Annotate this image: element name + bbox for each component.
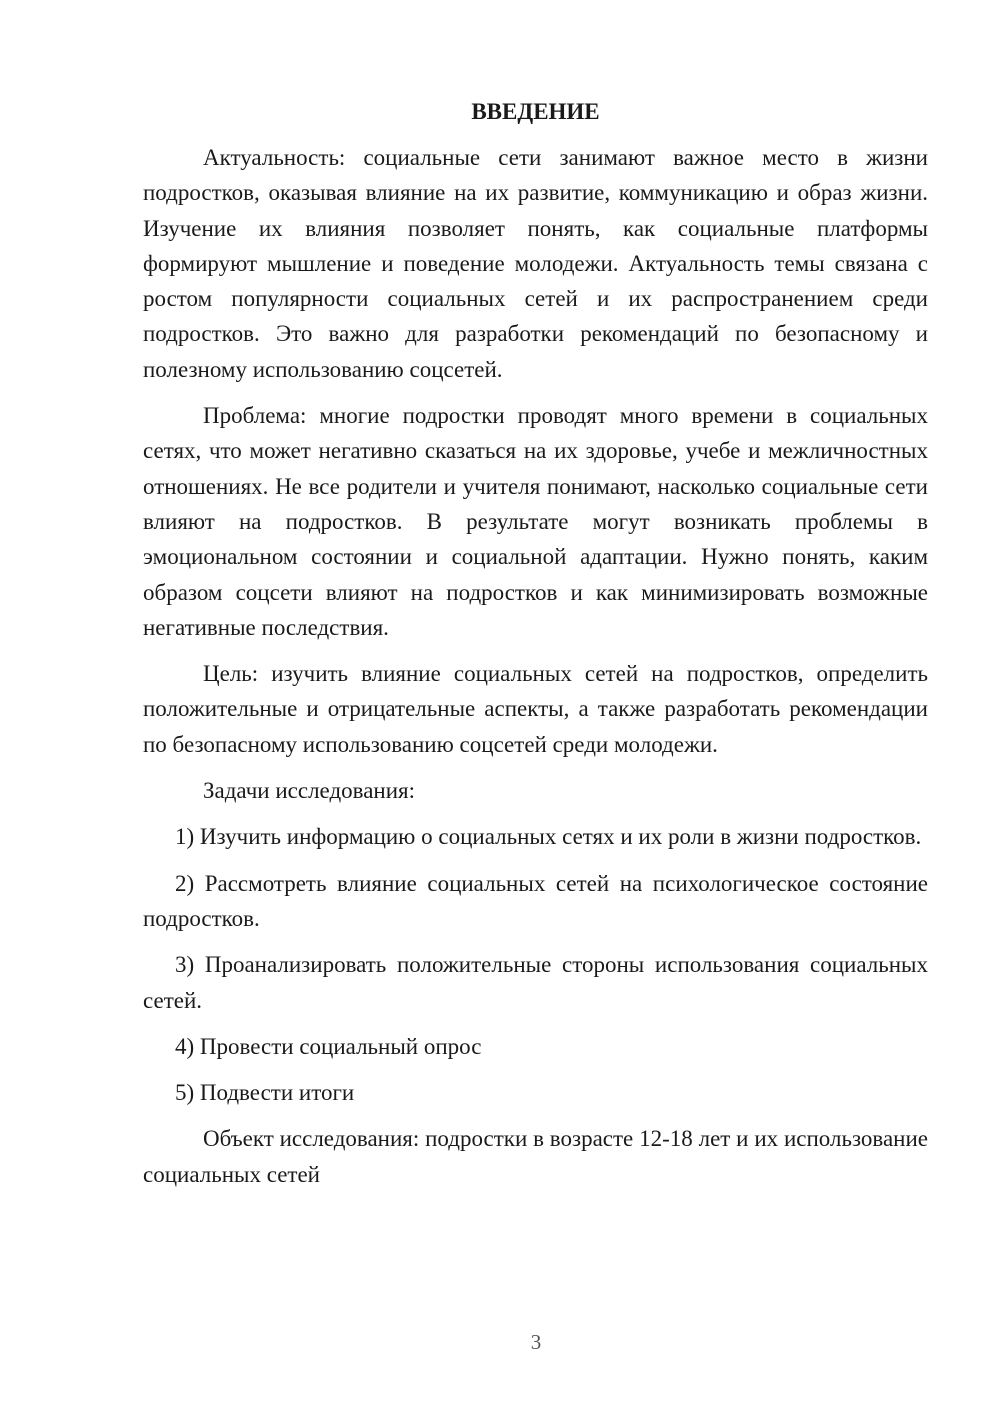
task-item-2: 2) Рассмотреть влияние социальных сетей на психологическое состояние подростков.: [143, 870, 928, 931]
tasks-heading: Задачи исследования:: [203, 778, 416, 804]
task-item-4: 4) Провести социальный опрос: [175, 1033, 482, 1059]
document-body: [143, 94, 928, 1203]
task-item-5: 5) Подвести итоги: [175, 1080, 355, 1106]
object-paragraph: Объект исследования: подростки в возрасте 12-18 лет и их использование социальных сетей: [143, 1126, 928, 1187]
task-item-1: 1) Изучить информацию о социальных сетях и их роли в жизни подростков.: [175, 824, 922, 850]
task-item-3: 3) Проанализировать положительные стороны использования социальных сетей.: [143, 952, 928, 1013]
page-number: 3: [530, 1330, 542, 1354]
problem-paragraph: Проблема: многие подростки проводят много времени в социальных сетях, что может негативно сказаться на их здоровье, учебе и межличностных отношениях. Не все родители и учителя понимают, насколько социальные сети влияют на подростков. В результате могут возникать проблемы в эмоциональном состоянии и социальной адаптации. Нужно понять, каким образом соцсети влияют на подростков и как минимизировать возможные негативные последствия.: [143, 403, 928, 640]
relevance-paragraph: Актуальность: социальные сети занимают важное место в жизни подростков, оказывая влияние на их развитие, коммуникацию и образ жизни. Изучение их влияния позволяет понять, как социальные платформы формируют мышление и поведение молодежи. Актуальность темы связана с ростом популярности социальных сетей и их распространением среди подростков. Это важно для разработки рекомендаций по безопасному и полезному использованию соцсетей.: [143, 145, 928, 382]
goal-paragraph: Цель: изучить влияние социальных сетей на подростков, определить положительные и отрицательные аспекты, а также разработать рекомендации по безопасному использованию соцсетей среди молодежи.: [143, 661, 928, 757]
section-title: ВВЕДЕНИЕ: [471, 99, 600, 124]
